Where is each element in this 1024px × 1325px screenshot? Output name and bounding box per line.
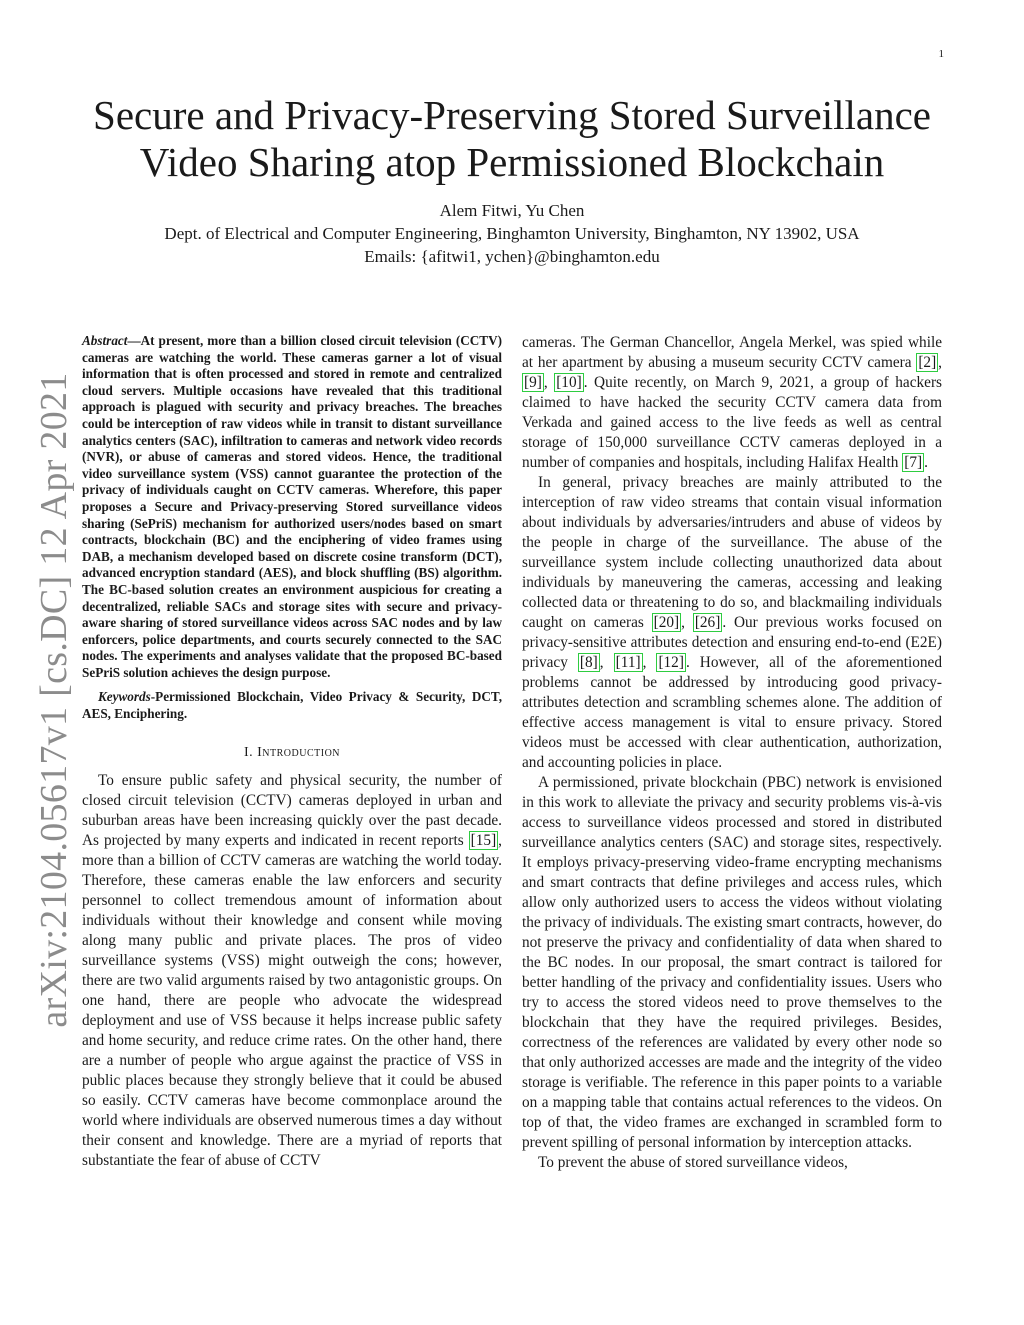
citation-link[interactable]: [2]	[918, 354, 937, 371]
text-run: ,	[681, 614, 693, 631]
paper-title: Secure and Privacy-Preserving Stored Surveillance Video Sharing atop Permissioned Blockchain	[93, 92, 931, 185]
intro-paragraph-2	[522, 473, 942, 773]
section-title: Introduction	[257, 744, 341, 760]
citation-link[interactable]: [12]	[658, 654, 684, 671]
citation-link[interactable]: [15]	[470, 831, 497, 849]
text-run: . Our previous works focused on privacy-sensitive attributes detection and ensuring end-to-end (E2E) privacy	[522, 614, 942, 671]
keywords-text: -Permissioned Blockchain, Video Privacy & Security, DCT, AES, Enciphering.	[82, 689, 502, 722]
citation-link[interactable]: [26]	[694, 614, 721, 631]
left-column	[82, 333, 502, 1171]
intro-paragraph-4: To prevent the abuse of stored surveillance videos,	[538, 1154, 848, 1171]
text-run: ,	[599, 654, 614, 671]
text-run: , more than a billion of CCTV cameras are watching the world today. Therefore, these cameras enable the law enforcers and security personnel to collect tremendous amount of information about individuals without their knowledge and consent while moving along many public and private places. The pros of video surveillance systems (VSS) might outweigh the cons; however, there are two valid arguments raised by two antagonistic groups. On one hand, there are people who advocate the widespread deployment and use of VSS because it helps increase public safety and home security, and reduce crime rates. On the other hand, there are a number of people who argue against the practice of VSS in public places because they strongly believe that it could be abused so easily. CCTV cameras have become commonplace around the world where individuals are observed numerous times a day without their consent and knowledge. There are a myriad of reports that substantiate the fear of abuse of CCTV	[82, 831, 502, 1169]
author-affiliation: Dept. of Electrical and Computer Engineering, Binghamton University, Binghamton, NY 13902, USA	[164, 224, 860, 243]
page-number: 1	[938, 48, 944, 60]
section-heading-introduction	[82, 743, 502, 763]
author-block	[60, 199, 964, 268]
text-run: To ensure public safety and physical security, the number of closed circuit television (CCTV) cameras deployed in urban and suburban areas have been increasing quickly over the past decade. As projected by many experts and indicated in recent reports	[82, 771, 502, 849]
abstract-lead: Abstract	[82, 333, 128, 348]
text-run: .	[924, 454, 928, 471]
citation-link[interactable]: [20]	[653, 614, 680, 631]
text-run: . However, all of the aforementioned problems cannot be addressed by introducing good privacy-attributes detection and scrambling schemes alone. The addition of effective access management is vital to ensure privacy. Stored videos must be accessed with clear authentication, authorization, and accounting policies in place.	[522, 654, 942, 771]
citation-link[interactable]: [7]	[904, 454, 923, 471]
abstract	[82, 333, 502, 681]
citation-link[interactable]: [11]	[615, 654, 641, 671]
text-run: cameras. The German Chancellor, Angela Merkel, was spied while at her apartment by abusing a museum security CCTV camera	[522, 334, 942, 371]
text-run: . Quite recently, on March 9, 2021, a group of hackers claimed to have hacked the security CCTV camera data from Verkada and gained access to the live feeds as well as central storage of 150,000 surveillance CCTV cameras deployed in a number of companies and hospitals, including Halifax Health	[522, 374, 942, 471]
text-run: In general, privacy breaches are mainly attributed to the interception of raw video streams that contain visual information about individuals by adversaries/intruders and abuse of videos by the people in charge of the surveillance. The abuse of the surveillance system include collecting unauthorized data about individuals by maneuvering the cameras, accessing and leaking collected data or threatening to do so, and blackmailing individuals caught on cameras	[522, 474, 942, 631]
author-emails: Emails: {afitwi1, ychen}@binghamton.edu	[364, 247, 660, 266]
citation-link[interactable]: [9]	[524, 374, 542, 391]
text-run: ,	[938, 354, 942, 371]
section-number: I.	[243, 744, 258, 760]
arxiv-stamp: arXiv:2104.05617v1 [cs.DC] 12 Apr 2021	[33, 372, 75, 1028]
right-column	[522, 333, 942, 1173]
keywords	[82, 689, 502, 722]
text-run: ,	[642, 654, 657, 671]
citation-link[interactable]: [8]	[579, 654, 598, 671]
keywords-lead: Keywords	[98, 689, 151, 705]
citation-link[interactable]: [10]	[556, 374, 582, 391]
text-run: ,	[543, 374, 555, 391]
intro-paragraph-1-continued	[522, 333, 942, 473]
author-names: Alem Fitwi, Yu Chen	[439, 201, 585, 220]
abstract-text: —At present, more than a billion closed circuit television (CCTV) cameras are watching the world. These cameras garner a lot of visual information that is often processed and stored in remote and centralized cloud servers. Multiple occasions have revealed that this traditional approach is plagued with security and privacy breaches. The breaches could be interception of raw videos while in transit to distant surveillance analytics centers (SAC), infiltration to cameras and network video records (NVR), or abuse of cameras and stored videos. Hence, the traditional video surveillance system (VSS) cannot guarantee the protection of the privacy of individuals caught on CCTV cameras. Wherefore, this paper proposes a Secure and Privacy-preserving Stored surveillance videos sharing (SePriS) mechanism for authorized users/nodes based on smart contracts, blockchain (BC) and the enciphering of video frames using DAB, a mechanism developed based on discrete cosine transform (DCT), advanced encryption standard (AES), and block shuffling (BS) algorithm. The BC-based solution creates an environment auspicious for creating a decentralized, reliable SACs and storage sites with secure and privacy-aware sharing of stored surveillance videos across SAC nodes and by law enforcers, police departments, and courts securely connected to the SAC nodes. The experiments and analyses validate that the proposed BC-based SePriS solution achieves the design purpose.	[82, 333, 502, 680]
intro-paragraph-3: A permissioned, private blockchain (PBC) network is envisioned in this work to alleviate the privacy and security problems vis-à-vis access to surveillance videos processed and stored in distributed surveillance analytics centers (SAC) and storage sites, respectively. It employs privacy-preserving video-frame encrypting mechanisms and smart contracts that define privileges and access rules, which allow only authorized users to access the videos without violating the privacy of individuals. The existing smart contracts, however, do not preserve the privacy and confidentiality of data when shared to the BC nodes. In our proposal, the smart contract is tailored for better handling of the privacy and confidentiality issues. Users who try to access the stored videos need to prove themselves to the blockchain that they have the required privileges. Besides, correctness of the references are validated by every other node so that only authorized accesses are made and the integrity of the video storage is verifiable. The reference in this paper points to a variable on a mapping table that contains actual references to the videos. On top of that, the video frames are exchanged in scrambled form to prevent spilling of personal information by interception attacks.	[522, 774, 942, 1151]
intro-paragraph-1	[82, 771, 502, 1171]
